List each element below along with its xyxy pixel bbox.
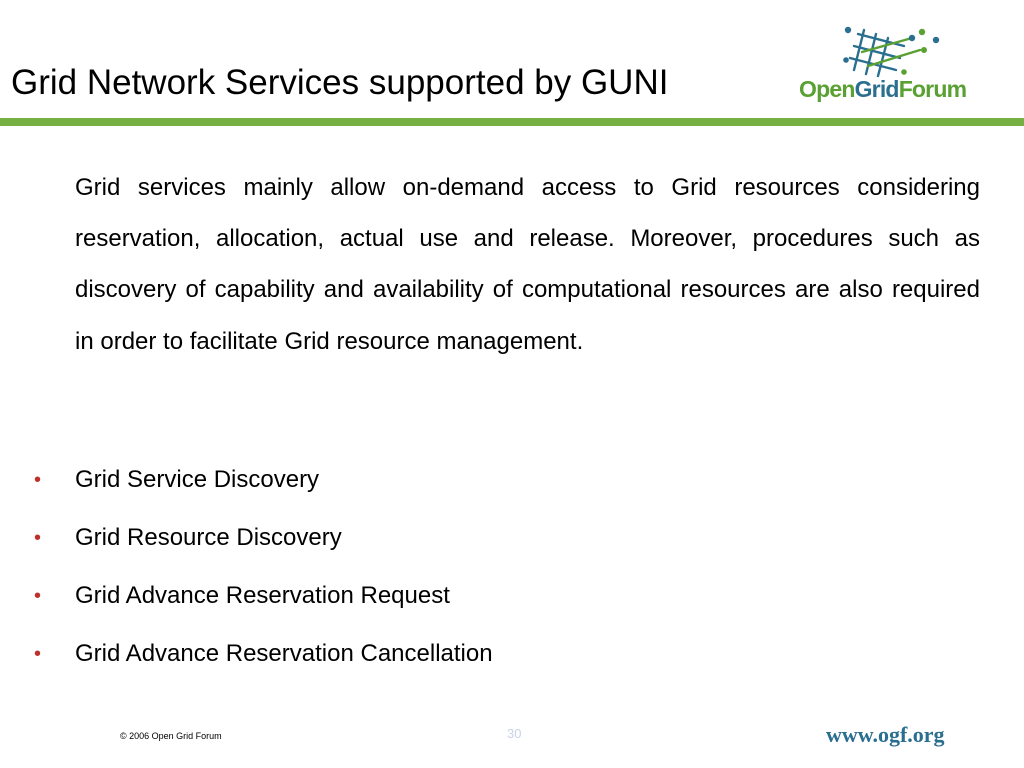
title-divider: [0, 118, 1024, 126]
intro-paragraph: Grid services mainly allow on-demand access to Grid resources considering reservation, allocation, actual use and release. Moreover, procedures such as discovery of capability and availability of computational resources are also required in order to facilitate Grid resource management.: [75, 174, 980, 355]
footer-website-link[interactable]: www.ogf.org: [826, 722, 945, 747]
bullet-text: Grid Advance Reservation Cancellation: [75, 640, 493, 667]
bullet-item-reservation-request: [0, 576, 700, 616]
logo-word-forum: Forum: [898, 76, 967, 102]
bullet-text: Grid Advance Reservation Request: [75, 582, 450, 609]
ogf-logo: [796, 26, 981, 106]
logo-wordmark: [799, 74, 966, 104]
bullet-icon: •: [34, 469, 42, 491]
footer-copyright: © 2006 Open Grid Forum: [120, 731, 222, 741]
bullet-text: Grid Service Discovery: [75, 466, 320, 493]
logo-word-open: Open: [799, 76, 855, 102]
bullet-icon: •: [34, 643, 42, 665]
page-number: 30: [507, 726, 522, 741]
bullet-icon: •: [34, 527, 42, 549]
bullet-icon: •: [34, 585, 42, 607]
bullet-text: Grid Resource Discovery: [75, 524, 342, 551]
bullet-item-resource-discovery: [0, 518, 700, 558]
logo-word-grid: Grid: [854, 76, 899, 102]
grid-network-icon: [840, 26, 940, 78]
bullet-item-service-discovery: [0, 460, 700, 500]
slide-title: Grid Network Services supported by GUNI: [11, 63, 669, 102]
bullet-item-reservation-cancellation: [0, 634, 700, 674]
